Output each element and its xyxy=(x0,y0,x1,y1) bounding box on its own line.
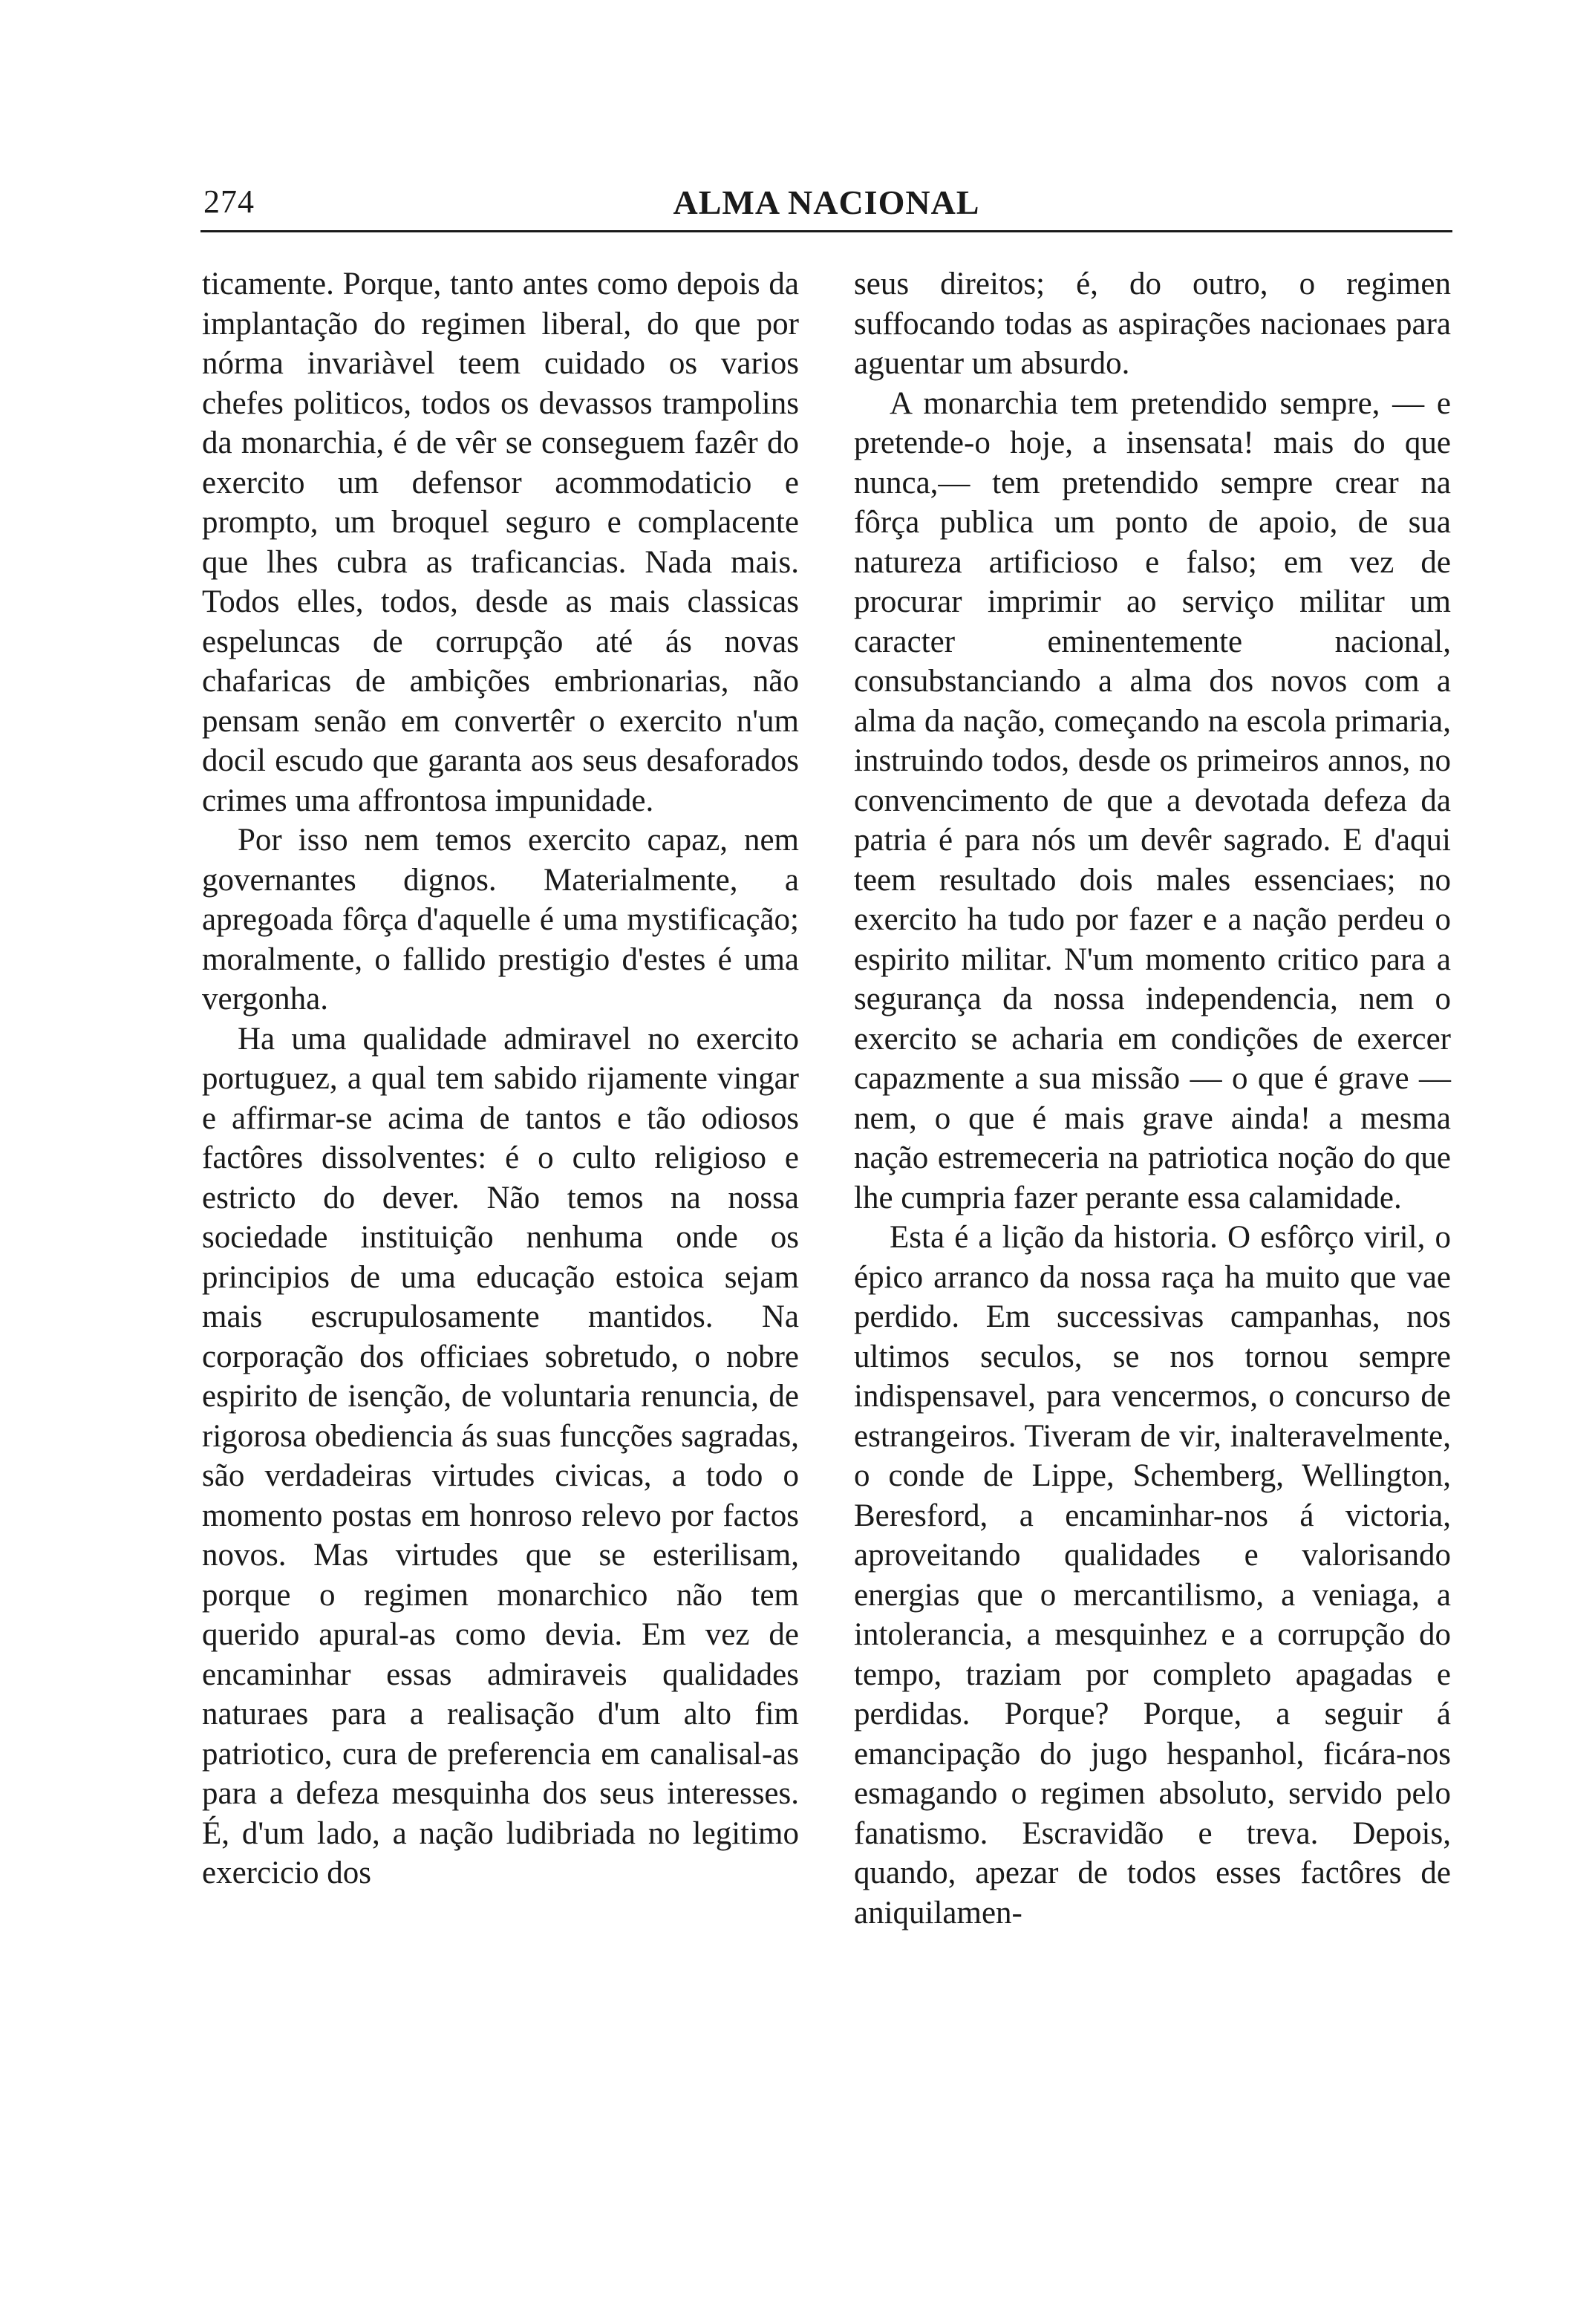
left-column xyxy=(202,264,799,1893)
right-column xyxy=(854,264,1451,1933)
paragraph: A monarchia tem pretendido sempre, — e pretende-o hoje, a insensata! mais do que nunca,— tem pretendido sempre crear na fôrça publica um ponto de apoio, de sua natureza artificioso e falso; em vez de procurar imprimir ao serviço militar um caracter eminentemente nacional, consubstanciando a alma dos novos com a alma da nação, começando na escola primaria, instruindo todos, desde os primeiros annos, no convencimento de que a devotada defeza da patria é para nós um devêr sagrado. E d'aqui teem resultado dois males essenciaes; no exercito ha tudo por fazer e a nação perdeu o espirito militar. N'um momento critico para a segurança da nossa independencia, nem o exercito se acharia em condições de exercer capazmente a sua missão — o que é grave — nem, o que é mais grave ainda! a mesma nação estremeceria na patriotica noção do que lhe cumpria fazer perante essa calamidade. xyxy=(854,385,1451,1215)
paragraph: Esta é a lição da historia. O esfôrço viril, o épico arranco da nossa raça ha muito que vae perdido. Em successivas campanhas, nos ultimos seculos, se nos tornou sempre indispensavel, para vencermos, o concurso de estrangeiros. Tiveram de vir, inalteravelmente, o conde de Lippe, Schemberg, Wellington, Beresford, a encaminhar-nos á victoria, aproveitando qualidades e valorisando energias que o mercantilismo, a veniaga, a intolerancia, a mesquinhez e a corrupção do tempo, traziam por completo apagadas e perdidas. Porque? Porque, a seguir á emancipação do jugo hespanhol, ficára-nos esmagando o regimen absoluto, servido pelo fanatismo. Escravidão e treva. Depois, quando, apezar de todos esses factôres de aniquilamen- xyxy=(854,1220,1451,1930)
page-number: 274 xyxy=(203,183,255,220)
paragraph: ticamente. Porque, tanto antes como depois da implantação do regimen liberal, do que por nórma invariàvel teem cuidado os varios chefes politicos, todos os devassos trampolins da monarchia, é de vêr se conseguem fazêr do exercito um defensor acommodaticio e prompto, um broquel seguro e complacente que lhes cubra as traficancias. Nada mais. Todos elles, todos, desde as mais classicas espeluncas de corrupção até ás novas chafaricas de ambições embrionarias, não pensam senão em convertêr o exercito n'um docil escudo que garanta aos seus desaforados crimes uma affrontosa impunidade. xyxy=(202,267,799,818)
header-rule xyxy=(200,230,1452,232)
paragraph: seus direitos; é, do outro, o regimen suffocando todas as aspirações nacionaes para aguentar um absurdo. xyxy=(854,267,1451,381)
paragraph: Ha uma qualidade admiravel no exercito portuguez, a qual tem sabido rijamente vingar e affirmar-se acima de tantos e tão odiosos factôres dissolventes: é o culto religioso e estricto do dever. Não temos na nossa sociedade instituição nenhuma onde os principios de uma educação estoica sejam mais escrupulosamente mantidos. Na corporação dos officiaes sobretudo, o nobre espirito de isenção, de voluntaria renuncia, de rigorosa obediencia ás suas funcções sagradas, são verdadeiras virtudes civicas, a todo o momento postas em honroso relevo por factos novos. Mas virtudes que se esterilisam, porque o regimen monarchico não tem querido apural-as como devia. Em vez de encaminhar essas admiraveis qualidades naturaes para a realisação d'um alto fim patriotico, cura de preferencia em canalisal-as para a defeza mesquinha dos seus interesses. É, d'um lado, a nação ludibriada no legitimo exercicio dos xyxy=(202,1021,799,1890)
paragraph: Por isso nem temos exercito capaz, nem governantes dignos. Materialmente, a apregoada fôrça d'aquelle é uma mystificação; moralmente, o fallido prestigio d'estes é uma vergonha. xyxy=(202,823,799,1016)
running-title: ALMA NACIONAL xyxy=(673,183,980,221)
